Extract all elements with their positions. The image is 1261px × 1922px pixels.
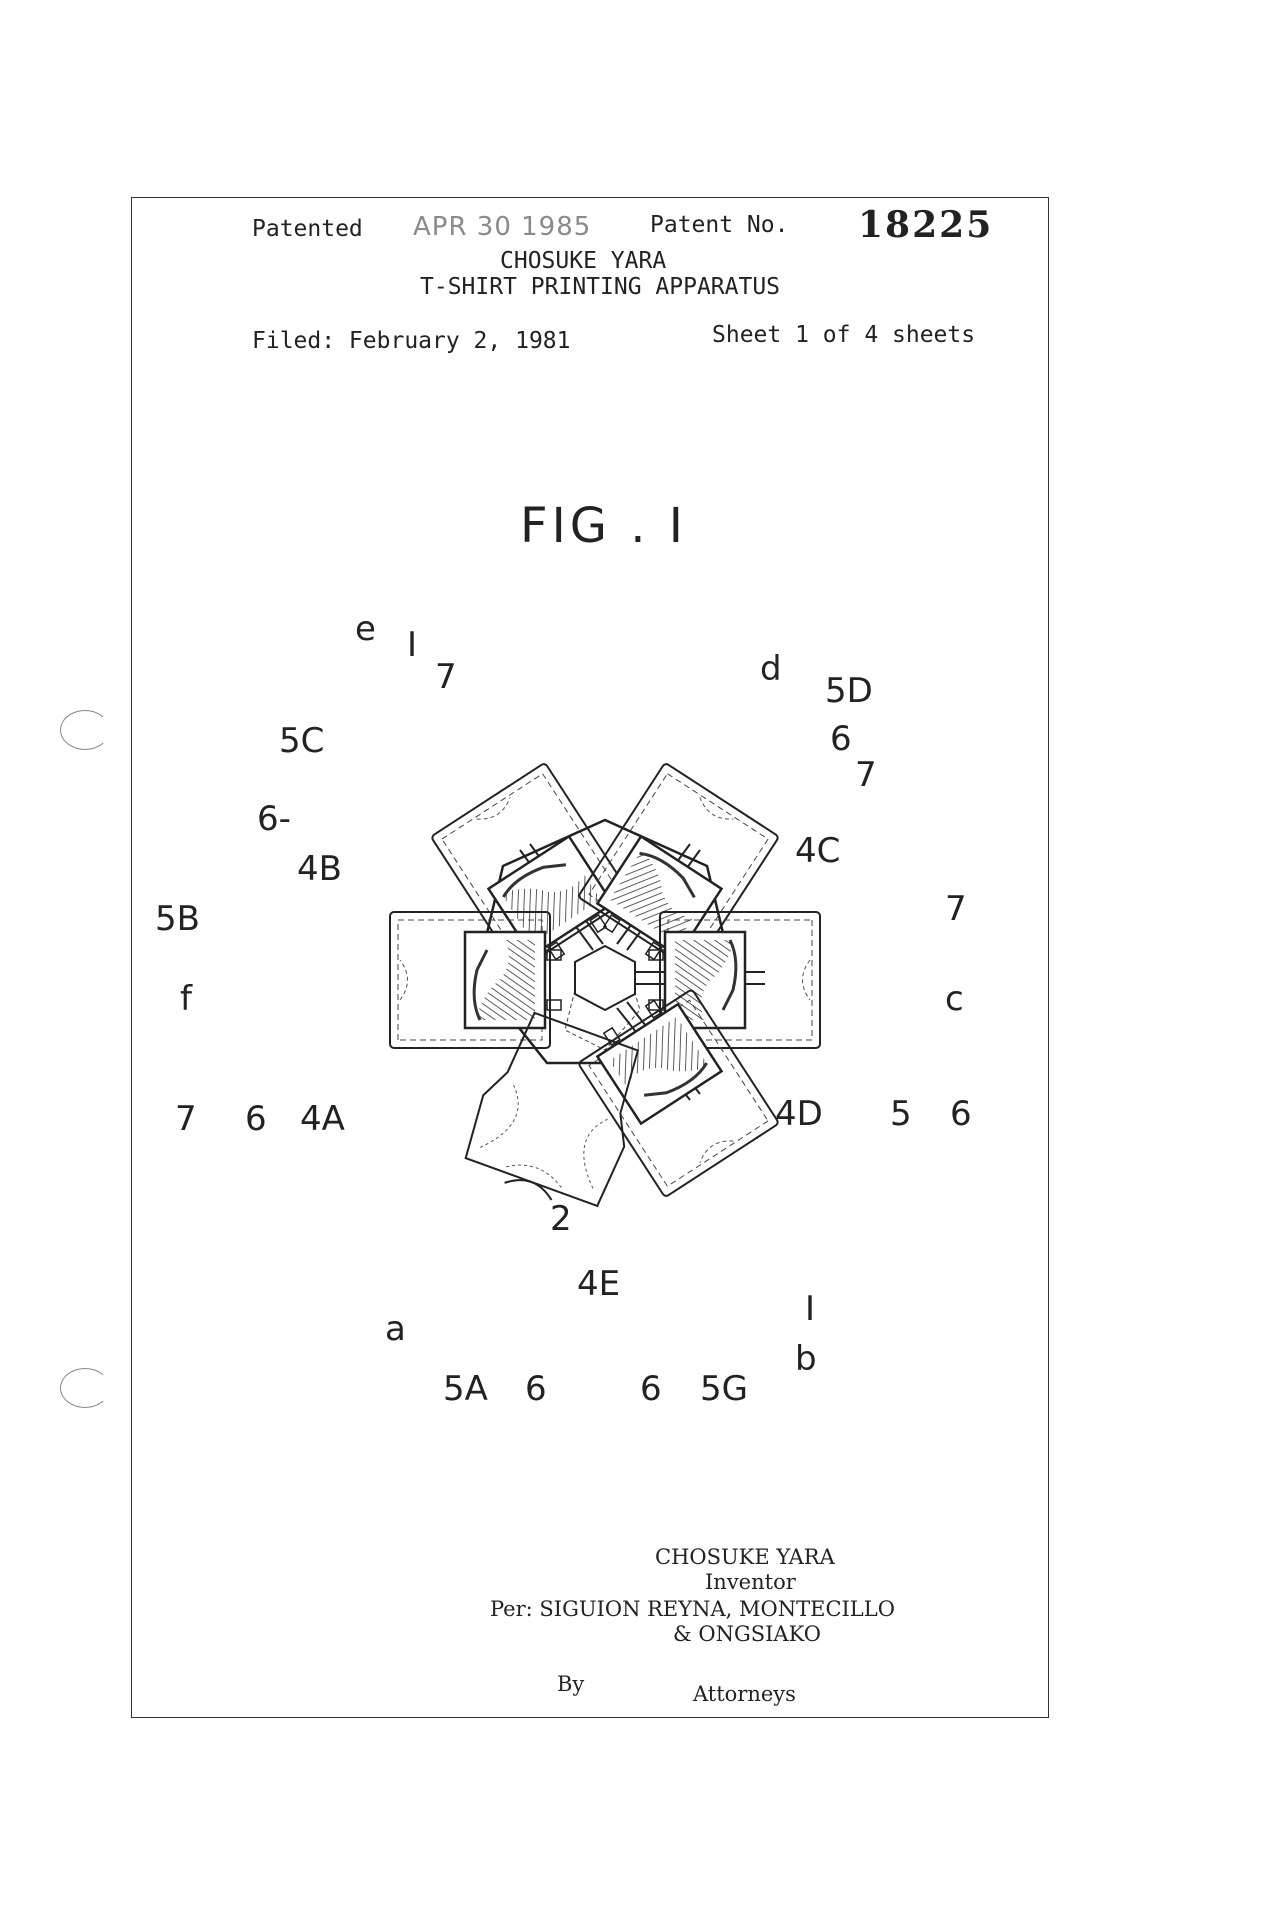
label-4D: 4D: [775, 1094, 823, 1134]
label-6-top-right: 6: [830, 719, 852, 759]
label-5B: 5B: [155, 899, 200, 939]
label-4C: 4C: [795, 831, 841, 871]
label-5: 5: [890, 1094, 912, 1134]
label-e: e: [355, 609, 376, 649]
label-6-bottom-left: 6: [525, 1369, 547, 1409]
signature-inventor-name: CHOSUKE YARA: [655, 1545, 835, 1569]
patent-no-label: Patent No.: [650, 212, 789, 238]
label-5G: 5G: [700, 1369, 748, 1409]
figure-title: FIG . I: [520, 498, 687, 554]
label-7-left: 7: [175, 1099, 197, 1139]
patent-number: 18225: [858, 204, 994, 246]
patent-title: T-SHIRT PRINTING APPARATUS: [420, 274, 781, 300]
sheet-count: Sheet 1 of 4 sheets: [712, 322, 976, 348]
inventor-name-header: CHOSUKE YARA: [500, 248, 667, 274]
signature-inventor-role: Inventor: [705, 1570, 796, 1594]
punch-hole-bottom: [60, 1368, 110, 1408]
signature-attorneys: Attorneys: [693, 1682, 796, 1706]
signature-per-line: Per: SIGUION REYNA, MONTECILLO: [490, 1597, 895, 1621]
label-6-left: 6-: [257, 799, 291, 839]
label-f: f: [180, 979, 192, 1019]
date-stamp: APR 30 1985: [413, 212, 592, 242]
patent-drawing: [155, 609, 1025, 1440]
label-5A: 5A: [443, 1369, 488, 1409]
punch-hole-top: [60, 710, 110, 750]
label-7-right: 7: [945, 889, 967, 929]
label-7-top-right: 7: [855, 755, 877, 795]
label-5C: 5C: [279, 721, 325, 761]
label-7-top: 7: [435, 657, 457, 697]
signature-per-line-2: & ONGSIAKO: [673, 1622, 821, 1646]
signature-by: By: [557, 1672, 585, 1696]
pallet-f: [390, 912, 561, 1048]
filed-date: Filed: February 2, 1981: [252, 328, 571, 354]
label-5D: 5D: [825, 671, 873, 711]
label-4B: 4B: [297, 849, 342, 889]
patented-label: Patented: [252, 216, 363, 242]
label-4A: 4A: [300, 1099, 345, 1139]
label-b: b: [795, 1339, 817, 1379]
label-4E: 4E: [577, 1264, 621, 1304]
label-6-right-bottom: 6: [950, 1094, 972, 1134]
label-d-top: d: [760, 649, 782, 689]
label-I-top: I: [407, 625, 418, 665]
label-c: c: [945, 979, 964, 1019]
label-2: 2: [550, 1199, 572, 1239]
label-I-bottom: I: [805, 1289, 816, 1329]
label-6-left-bottom: 6: [245, 1099, 267, 1139]
label-6-bottom-right: 6: [640, 1369, 662, 1409]
label-a: a: [385, 1309, 406, 1349]
